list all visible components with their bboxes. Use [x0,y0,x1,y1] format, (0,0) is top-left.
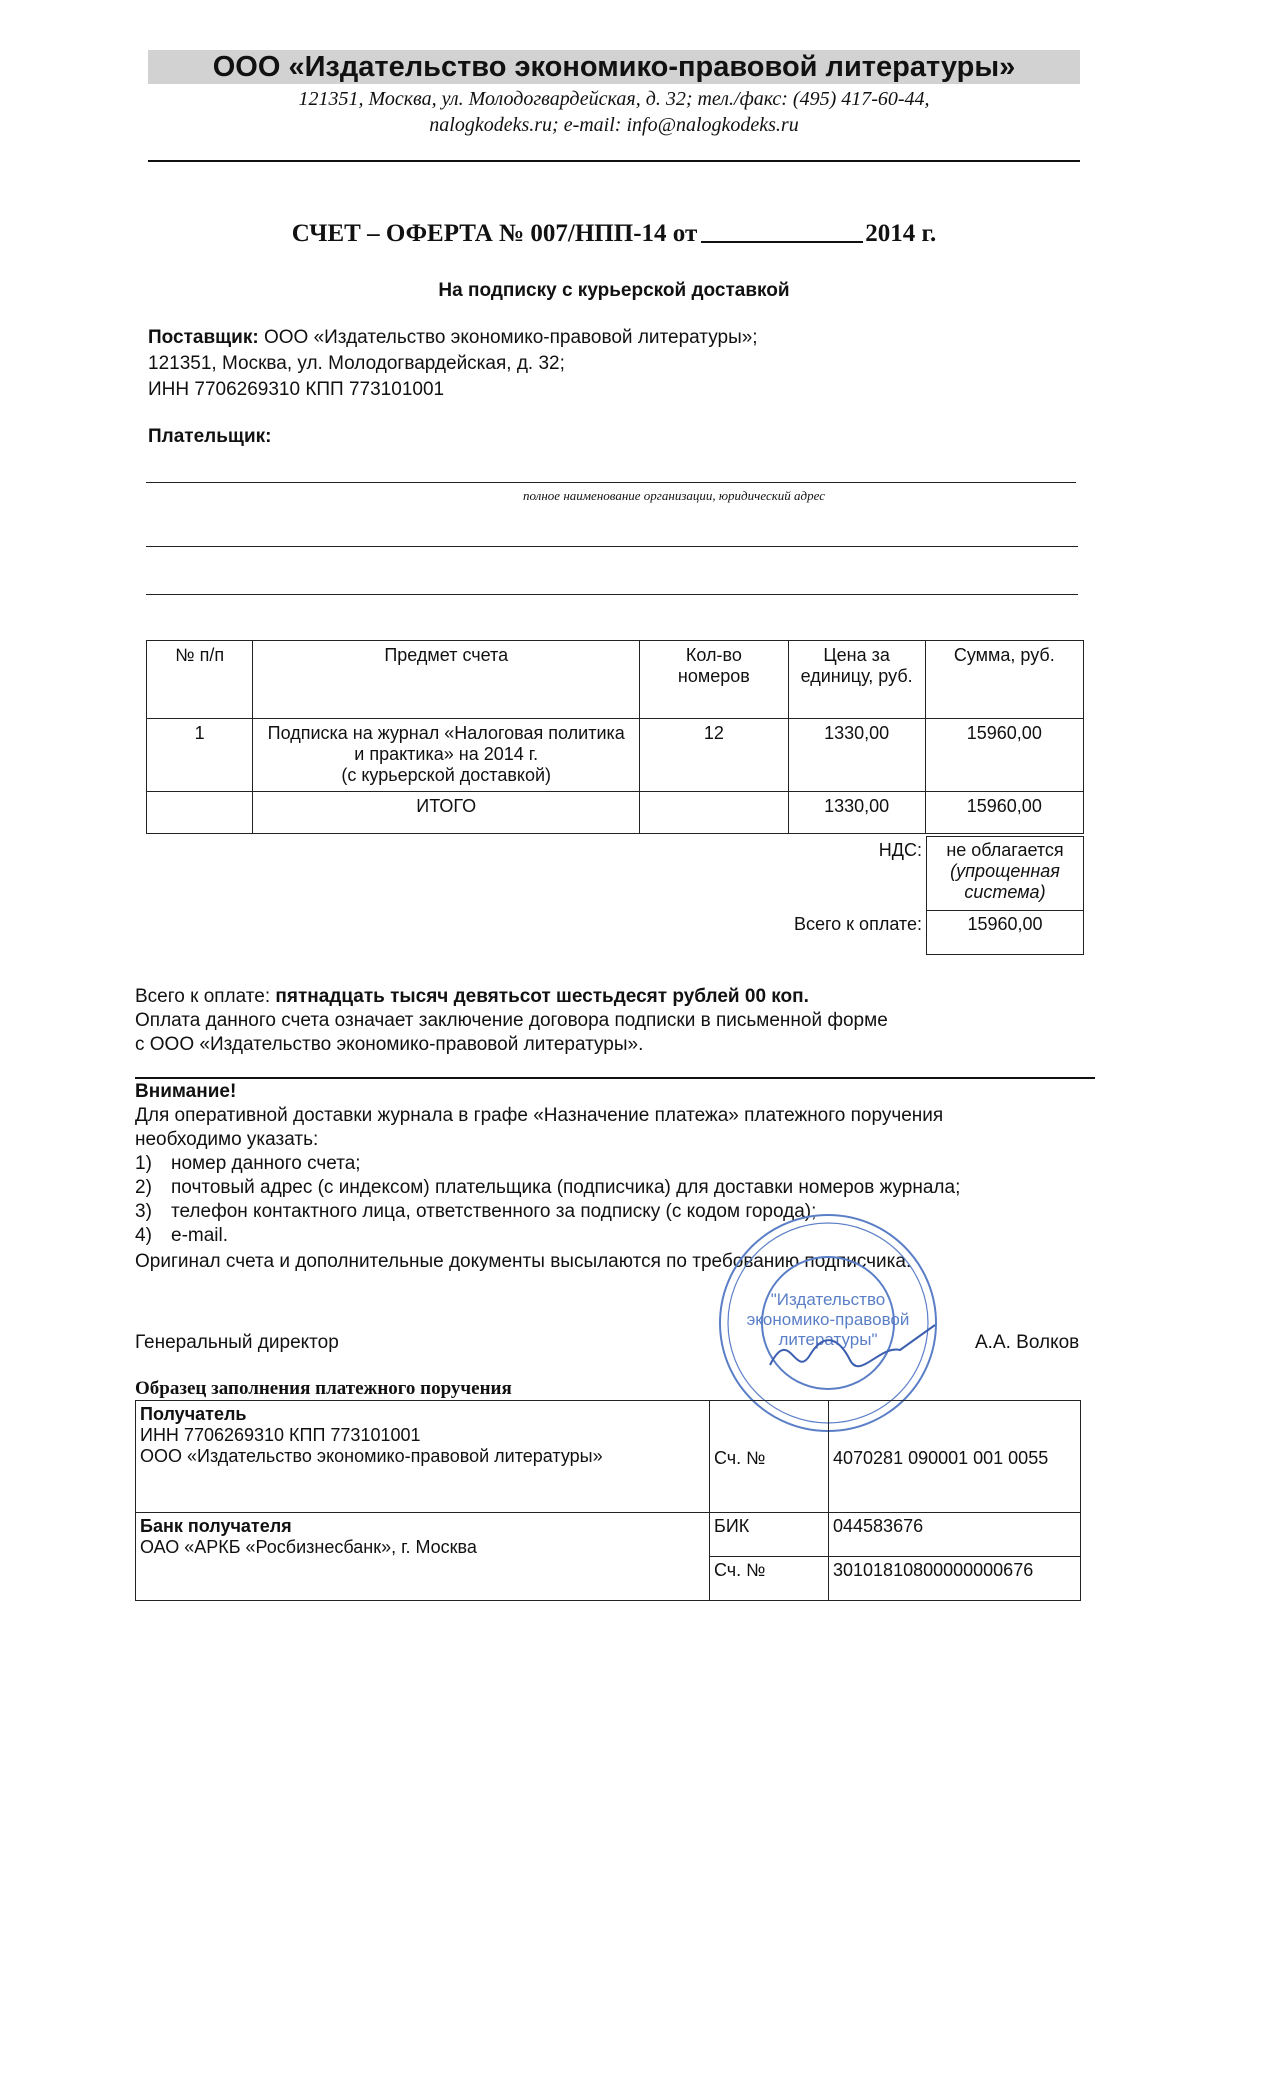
attention-item-num: 2) [135,1177,152,1198]
bik-label: БИК [710,1513,829,1557]
header-subject: Предмет счета [253,641,640,719]
attention-item-num: 3) [135,1201,152,1222]
amount-words-value: пятнадцать тысяч девятьсот шестьдесят рублей 00 коп. [275,986,809,1007]
account-label: Сч. № [710,1401,829,1513]
payer-label: Плательщик: [148,426,272,447]
table-row [147,719,1084,792]
header-price-text: Цена за единицу, руб. [800,645,913,686]
bank-row [136,1513,1081,1557]
amount-words-line [135,984,809,1010]
header-divider [148,160,1080,162]
recipient-label: Получатель [140,1404,247,1424]
stamp-inner-line1: "Издательство [770,1290,886,1309]
vat-value [927,837,1084,911]
payer-line-1 [146,482,1076,483]
director-position: Генеральный директор [135,1332,339,1353]
vat-label: НДС: [878,839,922,860]
total-row [147,792,1084,834]
row-subject [253,719,640,792]
vat-row [146,837,1084,911]
summary-table [146,836,1084,955]
invoice-subtitle: На подписку с курьерской доставкой [438,280,790,301]
supplier-line [148,325,758,351]
stamp-inner-line3: литературы" [778,1330,878,1349]
amount-note-line3: с ООО «Издательство экономико-правовой литературы». [135,1034,644,1055]
row-subject-line2: и практика» на 2014 г. [354,744,539,764]
attention-item-text: номер данного счета; [171,1153,361,1174]
total-qty [640,792,789,834]
row-num: 1 [147,719,253,792]
vat-value-line3: система) [964,882,1046,902]
amount-words-label: Всего к оплате: [135,986,276,1007]
payer-hint: полное наименование организации, юридический адрес [523,488,825,503]
items-table [146,640,1084,834]
vat-value-line2: (упрощенная [950,861,1060,881]
attention-item-4 [135,1223,228,1249]
vat-value-line1: не облагается [946,840,1064,860]
header-sum: Сумма, руб. [925,641,1083,719]
total-num [147,792,253,834]
company-banner: ООО «Издательство экономико-правовой литературы» [148,50,1080,84]
recipient-name: ООО «Издательство экономико-правовой литературы» [140,1446,603,1466]
recipient-inn: ИНН 7706269310 КПП 773101001 [140,1425,421,1445]
attention-line1: Для оперативной доставки журнала в графе «Назначение платежа» платежного поручения [135,1105,944,1126]
supplier-name: ООО «Издательство экономико-правовой литературы»; [258,327,758,348]
header-qty [640,641,789,719]
total-sum: 15960,00 [925,792,1083,834]
supplier-address: 121351, Москва, ул. Молодогвардейская, д. 32; [148,353,565,374]
recipient-cell [136,1401,710,1513]
row-sum: 15960,00 [925,719,1083,792]
row-subject-line3: (с курьерской доставкой) [341,765,552,785]
attention-divider [135,1077,1095,1079]
invoice-title [148,220,1080,248]
payment-sample-table [135,1400,1081,1601]
payment-sample-title: Образец заполнения платежного поручения [135,1378,512,1399]
company-address-line1: 121351, Москва, ул. Молодогвардейская, д. 32; тел./факс: (495) 417-60-44, [298,88,930,110]
payer-line-2 [146,546,1078,547]
bank-cell [136,1513,710,1601]
supplier-label: Поставщик: [148,327,259,348]
bank-name: ОАО «АРКБ «Росбизнесбанк», г. Москва [140,1537,477,1557]
bik-value: 044583676 [829,1513,1081,1557]
attention-item-text: e-mail. [171,1225,229,1246]
grand-total-value: 15960,00 [927,911,1084,955]
attention-item-2 [135,1175,960,1201]
bank-label: Банк получателя [140,1516,292,1536]
total-price: 1330,00 [788,792,925,834]
stamp-inner-line2: экономико-правовой [746,1310,910,1329]
account-value: 4070281 090001 001 0055 [829,1401,1081,1513]
amount-note-line2: Оплата данного счета означает заключение договора подписки в письменной форме [135,1010,888,1031]
corr-value: 30101810800000000676 [829,1557,1081,1601]
attention-line2: необходимо указать: [135,1129,319,1150]
payer-line-3 [146,594,1078,595]
header-price [788,641,925,719]
company-address-line2: nalogkodeks.ru; e-mail: info@nalogkodeks.ru [429,114,799,136]
header-num: № п/п [147,641,253,719]
grand-total-label: Всего к оплате: [793,913,922,934]
date-blank [701,221,863,243]
supplier-inn-kpp: ИНН 7706269310 КПП 773101001 [148,379,445,400]
director-name: А.А. Волков [975,1332,1080,1353]
grand-total-row [146,911,1084,955]
invoice-title-year: 2014 г. [865,220,937,247]
items-table-header [147,641,1084,719]
row-qty: 12 [640,719,789,792]
attention-item-text: телефон контактного лица, ответственного за подписку (с кодом города); [171,1201,817,1222]
attention-title: Внимание! [135,1081,237,1102]
attention-item-1 [135,1151,361,1177]
attention-footer: Оригинал счета и дополнительные документы высылаются по требованию подписчика. [135,1251,912,1272]
total-label: ИТОГО [253,792,640,834]
attention-item-text: почтовый адрес (с индексом) плательщика (подписчика) для доставки номеров журнала; [171,1177,961,1198]
corr-label: Сч. № [710,1557,829,1601]
attention-item-num: 1) [135,1153,152,1174]
invoice-title-prefix: СЧЕТ – ОФЕРТА № 007/НПП-14 от [291,220,698,247]
recipient-row [136,1401,1081,1513]
attention-item-num: 4) [135,1225,152,1246]
row-subject-line1: Подписка на журнал «Налоговая политика [267,723,625,743]
header-qty-text: Кол-во номеров [677,645,750,686]
row-price: 1330,00 [788,719,925,792]
